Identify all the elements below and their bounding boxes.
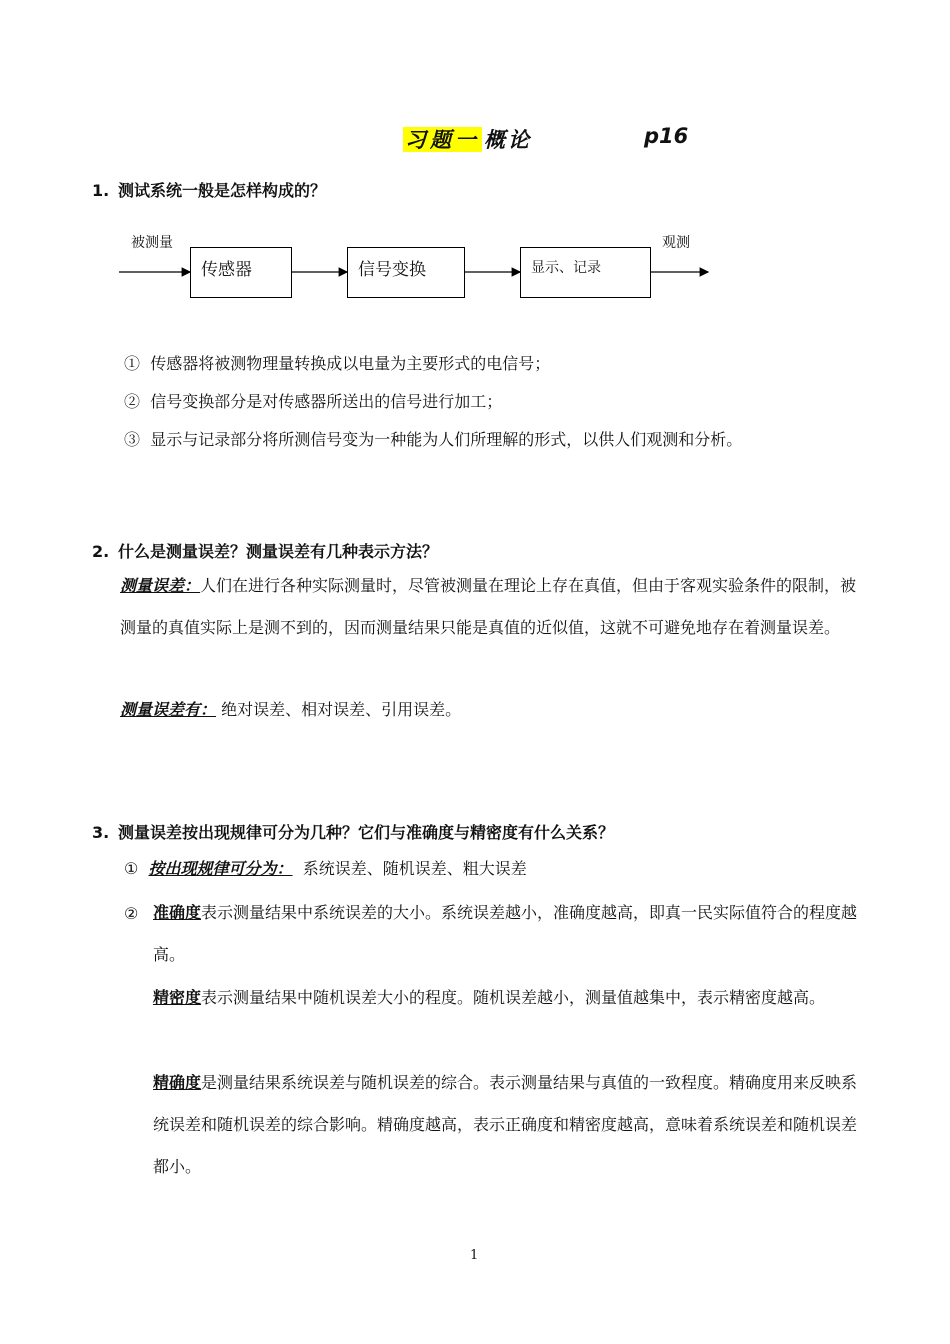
q1-item-3 xyxy=(124,427,742,450)
q2-definition xyxy=(120,565,860,649)
page-number: 1 xyxy=(470,1248,479,1263)
q1-item-1 xyxy=(124,351,550,374)
q2-types xyxy=(120,697,461,720)
q3-item-1 xyxy=(124,856,527,879)
exactness-text: 是测量结果系统误差与随机误差的综合。表示测量结果与真值的一致程度。精确度用来反映系统误差和随机误差的综合影响。精确度越高，表示正确度和精密度越高，意味着系统误差和随机误差都小。 xyxy=(153,1073,858,1176)
question-text: 什么是测量误差？测量误差有几种表示方法？ xyxy=(118,542,439,561)
q3-precision-paragraph xyxy=(153,977,863,1019)
q3-accuracy-paragraph xyxy=(153,892,863,976)
question-number: 2. xyxy=(92,542,110,561)
title-highlight: 习题一 xyxy=(405,127,480,152)
item-mark: ① xyxy=(124,859,139,878)
question-2 xyxy=(92,539,438,562)
block-display-record xyxy=(520,247,651,298)
definition-text: 人们在进行各种实际测量时，尽管被测量在理论上存在真值，但由于客观实验条件的限制，被测量的真值实际上是测不到的，因而测量结果只能是真值的近似值，这就不可避免地存在着测量误差。 xyxy=(120,576,857,637)
page-reference: p16 xyxy=(644,124,689,148)
item-label: 按出现规律可分为： xyxy=(148,859,293,878)
title-rest: 概论 xyxy=(484,127,532,152)
question-text: 测量误差按出现规律可分为几种？它们与准确度与精密度有什么关系？ xyxy=(118,823,615,842)
term-accuracy: 准确度 xyxy=(153,903,202,922)
precision-text: 表示测量结果中随机误差大小的程度。随机误差越小，测量值越集中，表示精密度越高。 xyxy=(201,988,826,1007)
item-mark: ① xyxy=(124,354,141,373)
item-text: 系统误差、随机误差、粗大误差 xyxy=(302,859,527,878)
item-mark: ② xyxy=(124,392,141,411)
definition-label: 测量误差： xyxy=(120,576,201,595)
block-sensor-label: 传感器 xyxy=(201,260,252,280)
block-signal-conversion-label: 信号变换 xyxy=(358,260,426,280)
question-3 xyxy=(92,820,614,843)
block-signal-conversion xyxy=(347,247,465,298)
diagram-input-label: 被测量 xyxy=(131,235,173,251)
block-sensor xyxy=(190,247,292,298)
term-precision: 精密度 xyxy=(153,988,202,1007)
question-number: 3. xyxy=(92,823,110,842)
page-title xyxy=(403,124,532,154)
q3-exactness-paragraph xyxy=(153,1062,863,1188)
q3-item-2-mark: ② xyxy=(124,904,139,923)
item-mark: ③ xyxy=(124,430,141,449)
types-label: 测量误差有： xyxy=(120,700,217,719)
question-1 xyxy=(92,178,326,201)
term-exactness: 精确度 xyxy=(153,1073,202,1092)
types-text: 绝对误差、相对误差、引用误差。 xyxy=(221,700,462,719)
accuracy-text: 表示测量结果中系统误差的大小。系统误差越小，准确度越高，即真一民实际值符合的程度越高。 xyxy=(153,903,858,964)
q1-item-2 xyxy=(124,389,502,412)
question-number: 1. xyxy=(92,181,110,200)
block-display-record-label: 显示、记录 xyxy=(531,260,601,276)
diagram-output-label: 观测 xyxy=(662,235,690,251)
item-text: 信号变换部分是对传感器所送出的信号进行加工； xyxy=(150,392,503,411)
question-text: 测试系统一般是怎样构成的？ xyxy=(118,181,327,200)
item-text: 显示与记录部分将所测信号变为一种能为人们所理解的形式，以供人们观测和分析。 xyxy=(150,430,743,449)
item-text: 传感器将被测物理量转换成以电量为主要形式的电信号； xyxy=(150,354,551,373)
